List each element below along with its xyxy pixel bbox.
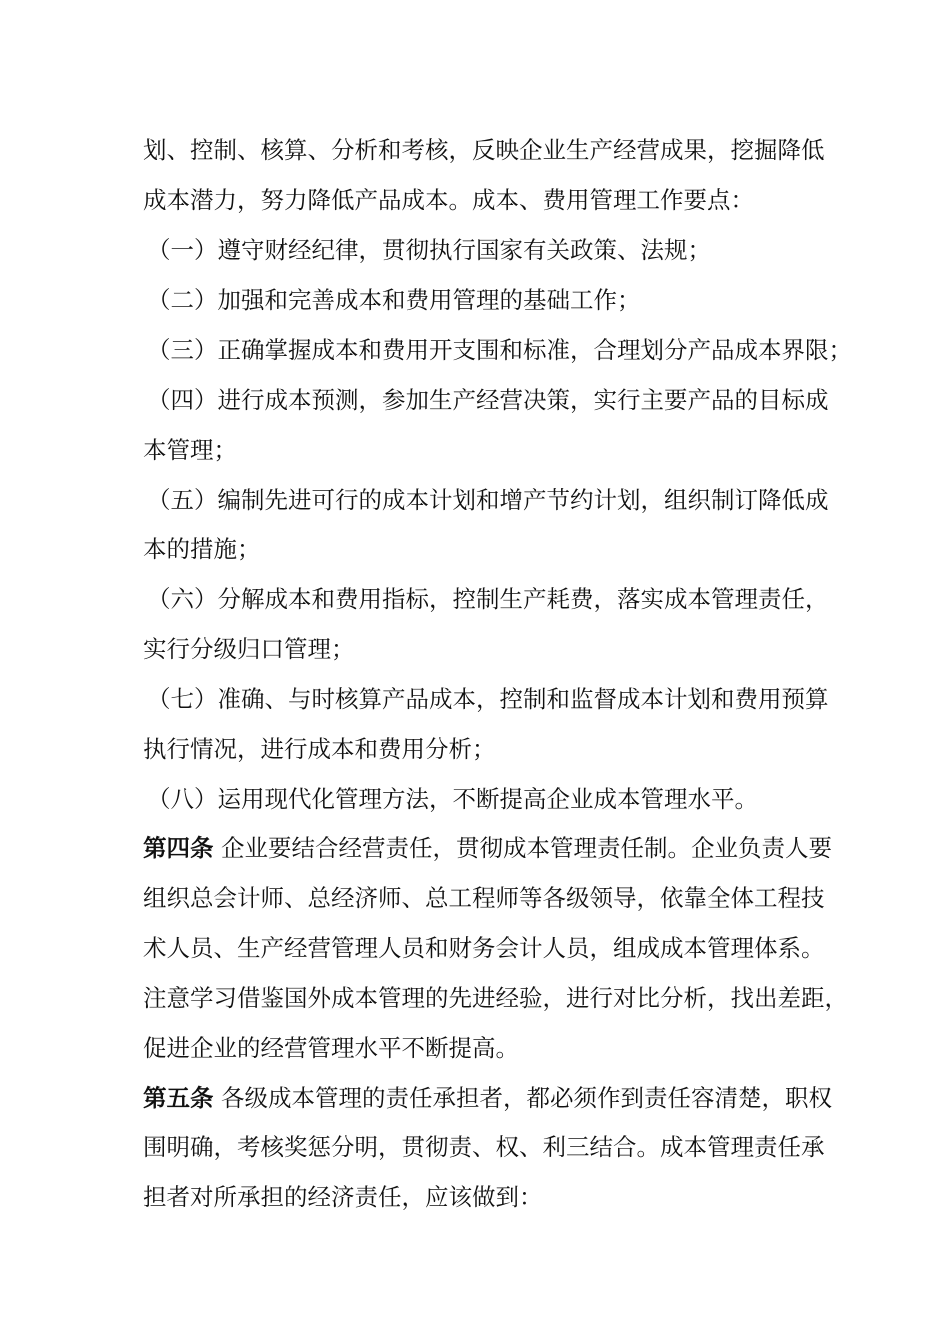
list-item: （五）编制先进可行的成本计划和增产节约计划，组织制订降低成 (147, 486, 829, 514)
article-5-label: 第五条 (143, 1084, 214, 1112)
article-4-first-line (143, 832, 843, 864)
body-line: 围明确，考核奖惩分明，贯彻责、权、利三结合。成本管理责任承 (143, 1133, 825, 1161)
list-item: （三）正确掌握成本和费用开支围和标准，合理划分产品成本界限； (147, 336, 852, 364)
list-item: （四）进行成本预测，参加生产经营决策，实行主要产品的目标成 (147, 386, 829, 414)
article-4-text: 企业要结合经营责任，贯彻成本管理责任制。企业负责人要 (213, 834, 832, 862)
list-item: （二）加强和完善成本和费用管理的基础工作； (147, 286, 641, 314)
article-4-label: 第四条 (143, 834, 214, 862)
list-item: （一）遵守财经纪律，贯彻执行国家有关政策、法规； (147, 236, 711, 264)
body-line: 促进企业的经营管理水平不断提高。 (143, 1034, 519, 1062)
body-line: 担者对所承担的经济责任，应该做到： (143, 1183, 543, 1211)
body-line: 术人员、生产经营管理人员和财务会计人员，组成成本管理体系。 (143, 934, 825, 962)
body-line: 成本潜力，努力降低产品成本。成本、费用管理工作要点： (143, 186, 754, 214)
body-line: 实行分级归口管理； (143, 635, 355, 663)
list-item: （六）分解成本和费用指标，控制生产耗费，落实成本管理责任， (147, 585, 829, 613)
article-5-first-line (143, 1082, 843, 1114)
list-item: （七）准确、与时核算产品成本，控制和监督成本计划和费用预算 (147, 685, 829, 713)
body-line: 执行情况，进行成本和费用分析； (143, 735, 496, 763)
article-5-text: 各级成本管理的责任承担者，都必须作到责任容清楚，职权 (213, 1084, 832, 1112)
body-line: 划、控制、核算、分析和考核，反映企业生产经营成果，挖掘降低 (143, 136, 825, 164)
body-line: 本管理； (143, 436, 237, 464)
body-line: 组织总会计师、总经济师、总工程师等各级领导，依靠全体工程技 (143, 884, 825, 912)
body-line: 注意学习借鉴国外成本管理的先进经验，进行对比分析，找出差距， (143, 984, 848, 1012)
body-line: 本的措施； (143, 535, 261, 563)
list-item: （八）运用现代化管理方法，不断提高企业成本管理水平。 (147, 785, 758, 813)
